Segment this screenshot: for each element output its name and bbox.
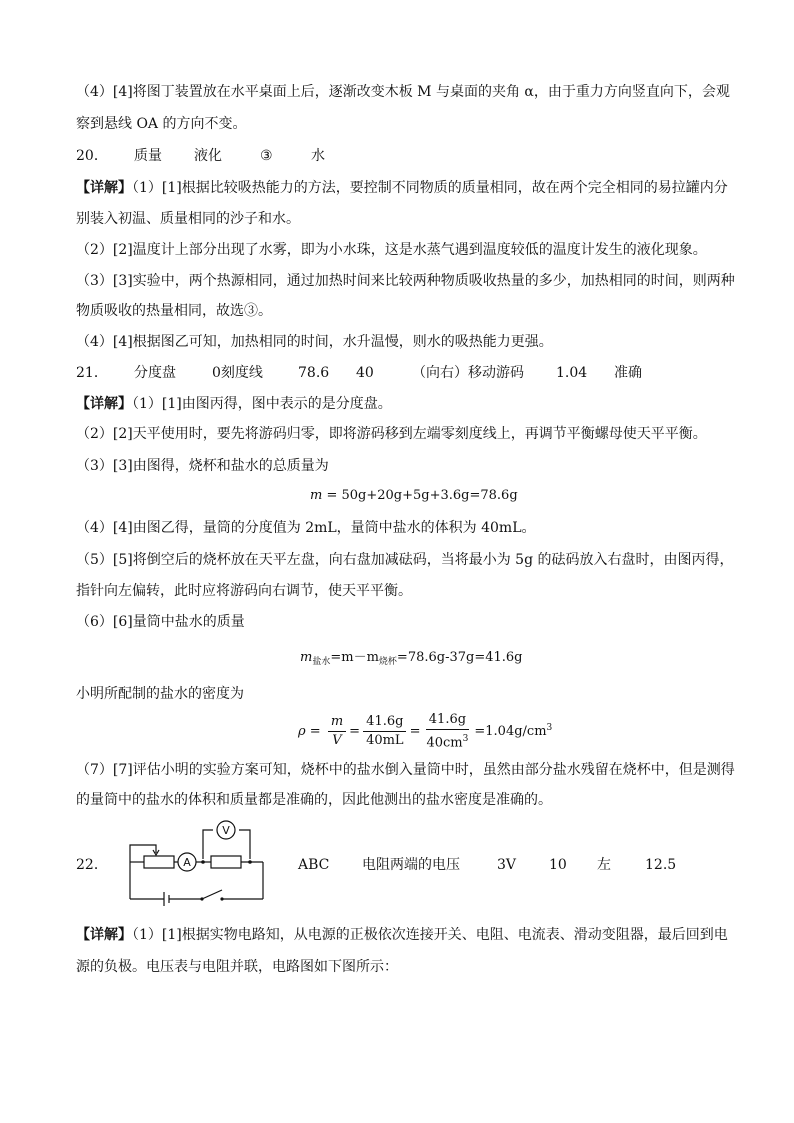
question-number: 21． xyxy=(76,365,108,381)
answer-3: ③ xyxy=(260,148,273,164)
answer-2: 液化 xyxy=(194,148,222,164)
question-number: 20． xyxy=(76,148,108,164)
answer-1: 质量 xyxy=(134,148,162,164)
q20-detail-line6: （4）[4]根据图乙可知，加热相同的时间，水升温慢，则水的吸热能力更强。 xyxy=(76,334,553,350)
detail-label: 【详解】 xyxy=(76,927,132,943)
q21-detail-line3: （3）[3]由图得，烧杯和盐水的总质量为 xyxy=(76,458,329,474)
q21-detail-line1: 【详解】（1）[1]由图丙得，图中表示的是分度盘。 xyxy=(76,396,392,412)
answer-6: 左 xyxy=(597,857,611,873)
resistor-symbol xyxy=(211,856,241,868)
answer-1: 分度盘 xyxy=(134,365,176,381)
q19-p4-line2: 察到悬线 OA 的方向不变。 xyxy=(76,116,247,132)
q20-detail-line5: 物质吸收的热量相同，故选③。 xyxy=(76,303,272,319)
q21-detail-line8: 小明所配制的盐水的密度为 xyxy=(76,686,244,702)
q21-detail-line5: （5）[5]将倒空后的烧杯放在天平左盘，向右盘加减砝码，当将最小为 5g 的砝码放入右盘时，由图丙得， xyxy=(76,552,734,568)
answer-3: 78.6 xyxy=(298,365,330,381)
q21-detail-line9: （7）[7]评估小明的实验方案可知，烧杯中的盐水倒入量筒中时，虽然由部分盐水残留在烧杯中，但是测得 xyxy=(76,762,735,778)
q22-answer-line xyxy=(298,855,676,875)
detail-label: 【详解】 xyxy=(76,396,132,412)
answer-6: 1.04 xyxy=(556,365,588,381)
q21-detail-line4: （4）[4]由图乙得，量筒的分度值为 2mL，量筒中盐水的体积为 40mL。 xyxy=(76,520,536,536)
q22-detail-line1: 【详解】（1）[1]根据实物电路知，从电源的正极依次连接开关、电阻、电流表、滑动变阻器，最后回到电 xyxy=(76,927,728,943)
ammeter-label: A xyxy=(183,856,191,869)
q20-detail-line2: 别装入初温、质量相同的沙子和水。 xyxy=(76,211,300,227)
answer-5: （向右）移动游码 xyxy=(412,365,524,381)
answer-2: ABC xyxy=(298,857,330,873)
answer-7: 准确 xyxy=(614,365,642,381)
q21-detail-line7: （6）[6]量筒中盐水的质量 xyxy=(76,614,245,630)
q19-p4-line1: （4）[4]将图丁装置放在水平桌面上后，逐渐改变木板 M 与桌面的夹角 α，由于重力方向竖直向下，会观 xyxy=(76,84,730,100)
equation-density: ρ = $\frac{m}{V}$ = $\frac{41.6g}{40mL}$ = $\frac{41.6g}{40cm^3}$ $=1.04g/cm^3$ xyxy=(298,712,553,751)
answer-4: 40 xyxy=(356,365,374,381)
detail-label: 【详解】 xyxy=(76,180,132,196)
equation-total-mass: m = 50g+20g+5g+3.6g=78.6g xyxy=(310,488,518,503)
equation-saltwater-mass: $m_{盐水}=m-m_{烧杯}=78.6g-37g=41.6g$ xyxy=(300,650,523,667)
q20-answer-line xyxy=(76,146,325,166)
answer-3: 电阻两端的电压 xyxy=(362,857,460,873)
answer-5: 10 xyxy=(549,857,567,873)
question-number: 22． xyxy=(76,857,108,873)
switch-symbol xyxy=(202,890,222,899)
q21-answer-line xyxy=(76,363,642,383)
answer-2: 0刻度线 xyxy=(212,365,263,381)
q22-detail-line2: 源的负极。电压表与电阻并联，电路图如下图所示： xyxy=(76,959,398,975)
voltmeter-label: V xyxy=(222,824,230,837)
circuit-diagram xyxy=(124,820,269,912)
q20-detail-line1: 【详解】（1）[1]根据比较吸热能力的方法，要控制不同物质的质量相同，故在两个完全相同的易拉罐内分 xyxy=(76,180,728,196)
q20-detail-line4: （3）[3]实验中，两个热源相同，通过加热时间来比较两种物质吸收热量的多少，加热相同的时间，则两种 xyxy=(76,273,735,289)
answer-4: 3V xyxy=(497,857,517,873)
q21-detail-line2: （2）[2]天平使用时，要先将游码归零，即将游码移到左端零刻度线上，再调节平衡螺母使天平平衡。 xyxy=(76,426,707,442)
q21-detail-line10: 的量筒中的盐水的体积和质量都是准确的，因此他测出的盐水密度是准确的。 xyxy=(76,792,552,808)
rheostat-symbol xyxy=(144,856,174,868)
answer-7: 12.5 xyxy=(645,857,677,873)
q20-detail-line3: （2）[2]温度计上部分出现了水雾，即为小水珠，这是水蒸气遇到温度较低的温度计发生的液化现象。 xyxy=(76,242,707,258)
q21-detail-line6: 指针向左偏转，此时应将游码向右调节，使天平平衡。 xyxy=(76,583,412,599)
answer-4: 水 xyxy=(311,148,325,164)
